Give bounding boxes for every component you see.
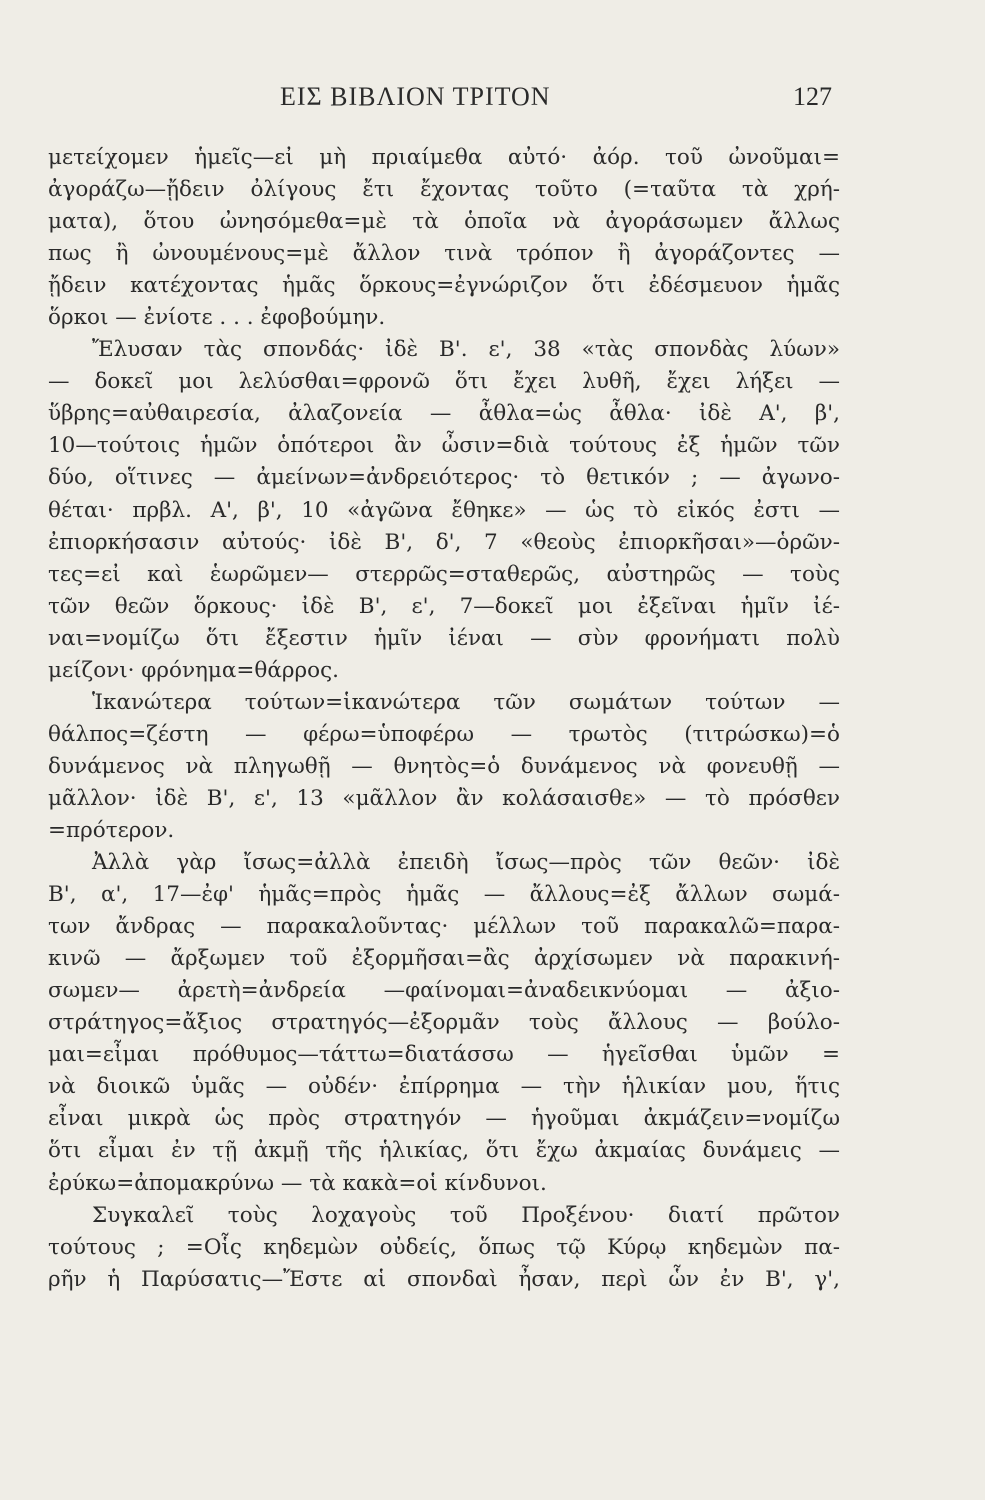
text-line: μαι=εἶμαι πρόθυμος—τάττω=διατάσσω — ἡγεῖσθαι ὑμῶν = (48, 1042, 840, 1068)
text-line: 10—τούτοις ἡμῶν ὁπότεροι ἂν ὦσιν=διὰ τούτους ἐξ ἡμῶν τῶν (48, 433, 840, 459)
commentary-text (48, 142, 840, 1296)
text-line: ᾔδειν κατέχοντας ἡμᾶς ὅρκους=ἐγνώριζον ὅτι ἐδέσμευον ἡμᾶς (48, 273, 840, 299)
text-line: ὕβρης=αὐθαιρεσία, ἀλαζονεία — ἆθλα=ὡς ἆθλα· ἰδὲ Α', β', (48, 401, 840, 427)
text-line: ἐρύκω=ἀπομακρύνω — τὰ κακὰ=οἱ κίνδυνοι. (48, 1170, 547, 1196)
text-line: μᾶλλον· ἰδὲ Β', ε', 13 «μᾶλλον ἂν κολάσαισθε» — τὸ πρόσθεν (48, 785, 840, 811)
text-line: ναι=νομίζω ὅτι ἔξεστιν ἡμῖν ἰέναι — σὺν φρονήματι πολὺ (48, 625, 840, 651)
text-line: τῶν θεῶν ὅρκους· ἰδὲ Β', ε', 7—δοκεῖ μοι ἐξεῖναι ἡμῖν ἰέ- (48, 593, 840, 619)
text-line: Ἱκανώτερα τούτων=ἱκανώτερα τῶν σωμάτων τούτων — (92, 689, 840, 715)
text-line: εἶναι μικρὰ ὡς πρὸς στρατηγόν — ἡγοῦμαι ἀκμάζειν=νομίζω (48, 1106, 840, 1132)
text-line: δυνάμενος νὰ πληγωθῇ — θνητὸς=ὁ δυνάμενος νὰ φονευθῇ — (48, 753, 840, 779)
running-title: ΕΙΣ ΒΙΒΛΙΟΝ ΤΡΙΤΟΝ (280, 82, 551, 111)
text-line: ἐπιορκήσασιν αὐτούς· ἰδὲ Β', δ', 7 «θεοὺς ἐπιορκῆσαι»—ὁρῶν- (48, 529, 840, 555)
text-line: πως ἢ ὠνουμένους=μὲ ἄλλον τινὰ τρόπον ἢ ἀγοράζοντες — (48, 241, 840, 267)
text-line: μετείχομεν ἡμεῖς—εἰ μὴ πριαίμεθα αὐτό· ἀόρ. τοῦ ὠνοῦμαι= (48, 145, 840, 170)
text-line: — δοκεῖ μοι λελύσθαι=φρονῶ ὅτι ἔχει λυθῆ, ἔχει λήξει — (48, 369, 840, 395)
page-number: 127 (793, 82, 832, 111)
text-line: νὰ διοικῶ ὑμᾶς — οὐδέν· ἐπίρρημα — τὴν ἡλικίαν μου, ἥτις (48, 1074, 840, 1100)
text-line: =πρότερον. (48, 817, 175, 843)
text-line: Συγκαλεῖ τοὺς λοχαγοὺς τοῦ Προξένου· διατί πρῶτον (92, 1202, 840, 1228)
text-line: θέται· πρβλ. Α', β', 10 «ἀγῶνα ἔθηκε» — ὡς τὸ εἰκός ἐστι — (48, 497, 840, 523)
text-line: Ἔλυσαν τὰς σπονδάς· ἰδὲ Β'. ε', 38 «τὰς σπονδὰς λύων» (92, 337, 840, 363)
text-line: ματα), ὅτου ὠνησόμεθα=μὲ τὰ ὁποῖα νὰ ἀγοράσωμεν ἄλλως (48, 209, 840, 235)
page-header (52, 82, 832, 122)
text-line: μείζονι· φρόνημα=θάρρος. (48, 657, 339, 683)
text-line: τούτους ; =Οἷς κηδεμὼν οὐδείς, ὅπως τῷ Κύρῳ κηδεμὼν πα- (48, 1234, 840, 1260)
text-line: Β', α', 17—ἐφ' ἡμᾶς=πρὸς ἡμᾶς — ἄλλους=ἐξ ἄλλων σωμά- (48, 882, 840, 908)
text-line: ὅρκοι — ἐνίοτε . . . ἐφοβούμην. (48, 305, 386, 331)
text-line: τες=εἰ καὶ ἑωρῶμεν— στερρῶς=σταθερῶς, αὐστηρῶς — τοὺς (48, 561, 840, 587)
text-line: ὅτι εἶμαι ἐν τῇ ἀκμῇ τῆς ἡλικίας, ὅτι ἔχω ἀκμαίας δυνάμεις — (48, 1138, 840, 1164)
text-line: των ἄνδρας — παρακαλοῦντας· μέλλων τοῦ παρακαλῶ=παρα- (48, 914, 840, 940)
text-line: στράτηγος=ἄξιος στρατηγός—ἐξορμᾶν τοὺς ἄλλους — βούλο- (48, 1010, 840, 1036)
text-line: θάλπος=ζέστη — φέρω=ὑποφέρω — τρωτὸς (τιτρώσκω)=ὁ (48, 721, 840, 747)
text-line: κινῶ — ἄρξωμεν τοῦ ἐξορμῆσαι=ἂς ἀρχίσωμεν νὰ παρακινή- (48, 946, 840, 972)
text-line: σωμεν— ἀρετὴ=ἀνδρεία —φαίνομαι=ἀναδεικνύομαι — ἀξιο- (48, 978, 840, 1004)
text-line: Ἀλλὰ γὰρ ἴσως=ἀλλὰ ἐπειδὴ ἴσως—πρὸς τῶν θεῶν· ἰδὲ (92, 850, 840, 876)
text-line: ρῆν ἡ Παρύσατις—Ἔστε αἱ σπονδαὶ ἦσαν, περὶ ὧν ἐν Β', γ', (48, 1266, 840, 1292)
text-line: δύο, οἵτινες — ἀμείνων=ἀνδρειότερος· τὸ θετικόν ; — ἀγωνο- (48, 465, 840, 491)
text-line: ἀγοράζω—ᾔδειν ὀλίγους ἔτι ἔχοντας τοῦτο (=ταῦτα τὰ χρή- (48, 177, 840, 203)
